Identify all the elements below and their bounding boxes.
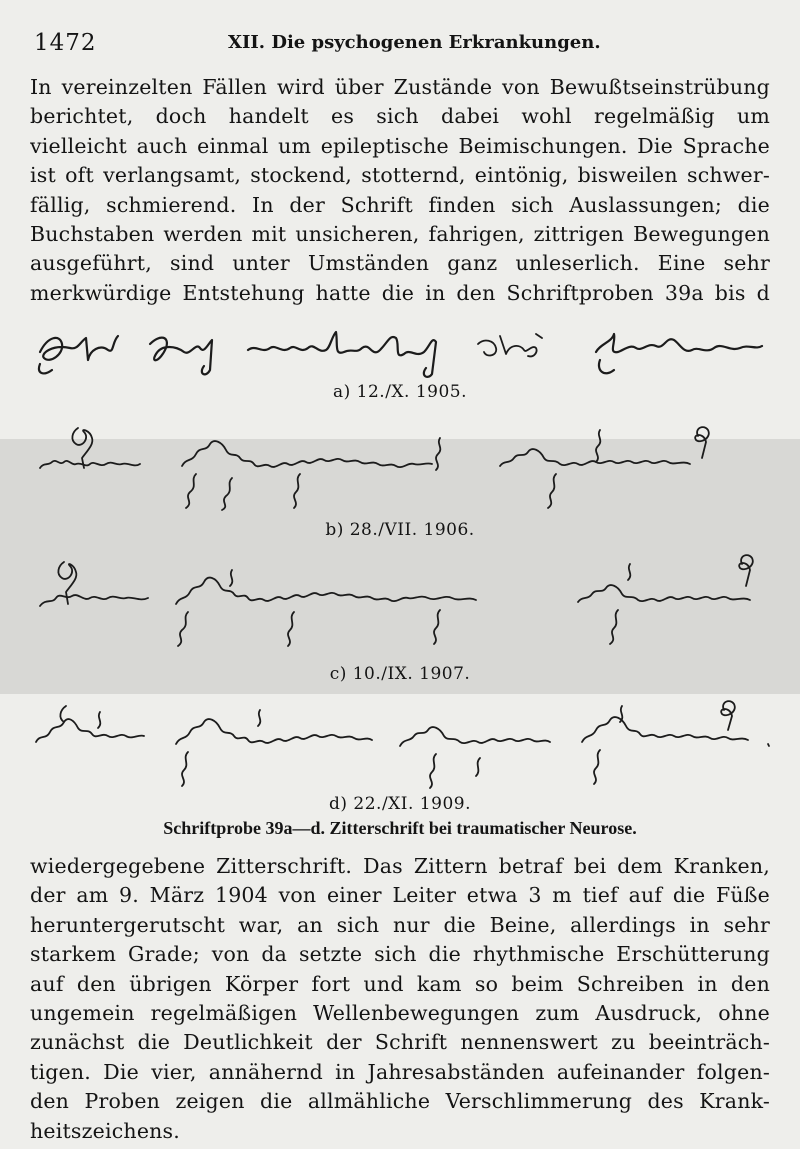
paragraph-bottom bbox=[30, 852, 770, 1146]
chapter-title: XII. Die psychogenen Erkrankungen. bbox=[228, 32, 601, 53]
text-line: starkem Grade; von da setzte sich die rhythmische Erschütterung bbox=[30, 942, 770, 967]
sample-a-handwriting bbox=[0, 314, 800, 384]
text-line: heruntergerutscht war, an sich nur die Beine, allerdings in sehr bbox=[30, 912, 770, 937]
text-line: fällig, schmierend. In der Schrift finden sich Auslassungen; die bbox=[30, 192, 770, 217]
sample-b bbox=[0, 418, 800, 546]
paragraph-top bbox=[30, 73, 770, 308]
text-line: merkwürdige Entstehung hatte die in den Schriftproben 39a bis d bbox=[30, 280, 770, 305]
text-line: zunächst die Deutlichkeit der Schrift nennenswert zu beeinträch- bbox=[30, 1030, 770, 1055]
text-line: den Proben zeigen die allmähliche Verschlimmerung des Krank- bbox=[30, 1089, 770, 1114]
sample-d bbox=[0, 698, 800, 818]
sample-c bbox=[0, 550, 800, 690]
text-line: auf den übrigen Körper fort und kam so beim Schreiben in den bbox=[30, 971, 770, 996]
text-line: berichtet, doch handelt es sich dabei wohl regelmäßig um bbox=[30, 104, 770, 129]
sample-a-label: a) 12./X. 1905. bbox=[332, 382, 467, 402]
text-line: ausgeführt, sind unter Umständen ganz unleserlich. Eine sehr bbox=[30, 251, 770, 276]
text-line: ist oft verlangsamt, stockend, stotternd, eintönig, bisweilen schwer- bbox=[30, 163, 770, 188]
sample-c-handwriting bbox=[0, 550, 800, 664]
text-line: In vereinzelten Fällen wird über Zustände von Bewußtseinstrübung bbox=[30, 75, 770, 99]
page-number: 1472 bbox=[34, 30, 97, 56]
sample-c-label: c) 10./IX. 1907. bbox=[329, 664, 471, 684]
running-head bbox=[30, 30, 770, 64]
text-line: wiedergegebene Zitterschrift. Das Zittern betraf bei dem Kranken, bbox=[30, 854, 770, 878]
sample-d-label: d) 22./XI. 1909. bbox=[329, 794, 471, 814]
sample-a bbox=[0, 314, 800, 406]
text-line: heitszeichens. bbox=[30, 1118, 180, 1143]
sample-b-handwriting bbox=[0, 418, 800, 518]
figure-handwriting-samples bbox=[0, 314, 800, 844]
text-line: tigen. Die vier, annähernd in Jahresabständen aufeinander folgen- bbox=[30, 1059, 770, 1084]
sample-b-label: b) 28./VII. 1906. bbox=[325, 520, 475, 540]
text-line: Buchstaben werden mit unsicheren, fahrigen, zittrigen Bewegungen bbox=[30, 221, 770, 246]
text-line: der am 9. März 1904 von einer Leiter etwa 3 m tief auf die Füße bbox=[30, 883, 770, 908]
text-line: ungemein regelmäßigen Wellenbewegungen zum Ausdruck, ohne bbox=[30, 1000, 770, 1025]
sample-d-handwriting bbox=[0, 698, 800, 794]
text-line: vielleicht auch einmal um epileptische Beimischungen. Die Sprache bbox=[30, 133, 770, 158]
figure-caption: Schriftprobe 39a—d. Zitterschrift bei traumatischer Neurose. bbox=[163, 818, 637, 838]
